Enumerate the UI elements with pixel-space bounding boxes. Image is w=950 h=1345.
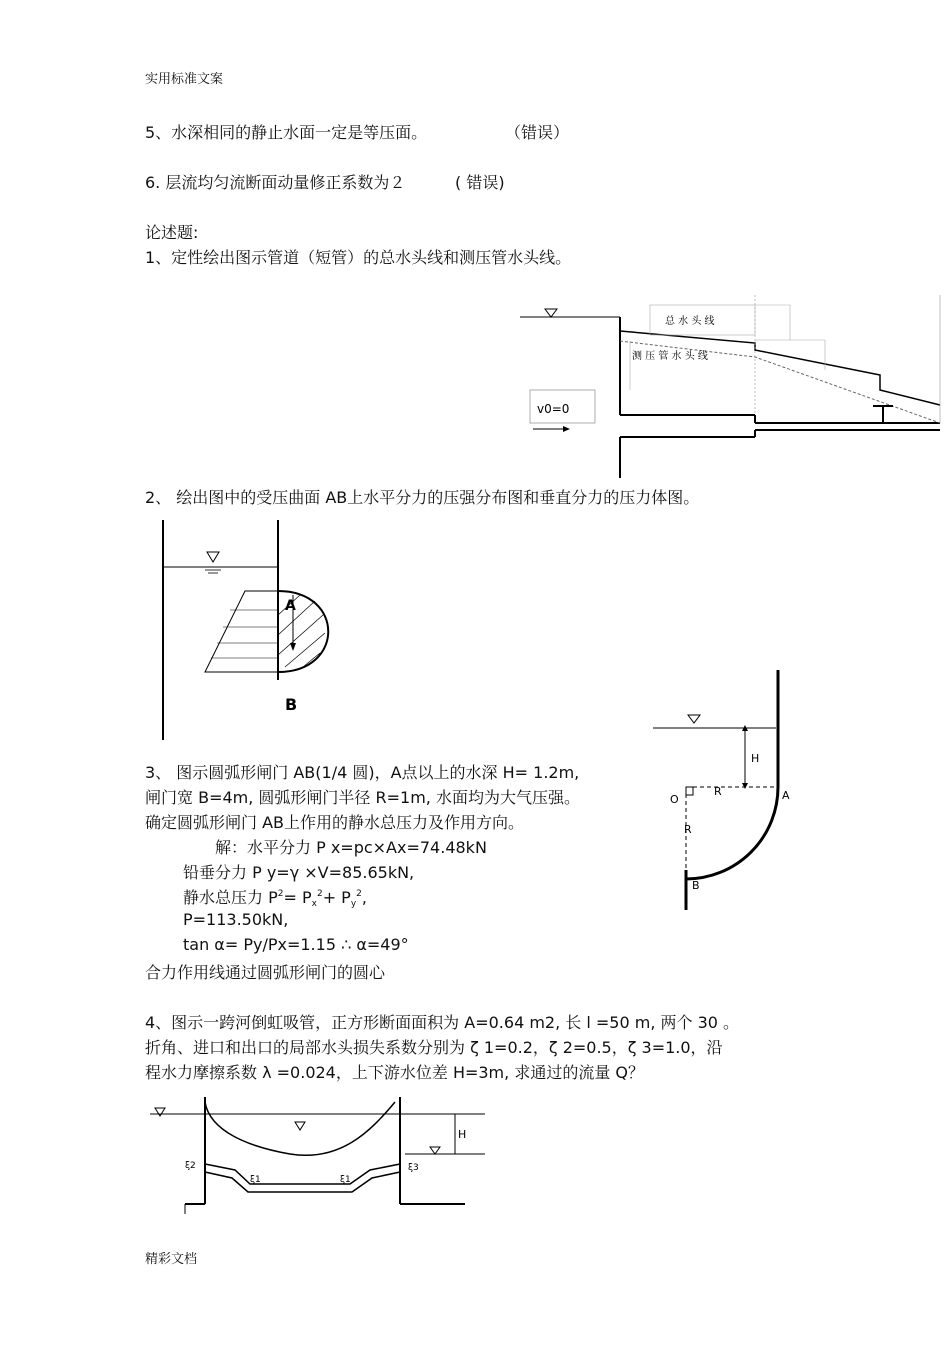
essay-problem-1: 1、定性绘出图示管道（短管）的总水头线和测压管水头线。 (145, 248, 572, 267)
solution-line-5: tan α= Py/Px=1.15 ∴ α=49° (183, 935, 409, 954)
label-zeta-1-right: ξ1 (340, 1175, 351, 1185)
essay-problem-4-line-2: 折角、进口和出口的局部水头损失系数分别为 ζ 1=0.2，ζ 2=0.5，ζ 3=1.0，沿 (145, 1038, 723, 1057)
solution-line-4: P=113.50kN, (183, 910, 289, 929)
label-zeta-1: ξ1 (250, 1175, 261, 1185)
solution-line-2: 铅垂分力 P y=γ ×V=85.65kN, (183, 863, 415, 882)
label-piezometric-line: 测 压 管 水 头 线 (632, 351, 708, 362)
label-zeta-2: ξ2 (185, 1161, 196, 1171)
question-5-answer: （错误） (505, 123, 570, 142)
label-total-head-line: 总 水 头 线 (665, 316, 715, 327)
label-o: O (670, 793, 679, 806)
water-level-icon (430, 1147, 440, 1154)
question-5: 5、水深相同的静止水面一定是等压面。 (145, 123, 428, 142)
flow-arrow-icon (563, 426, 570, 432)
essay-problem-4-line-3: 程水力摩擦系数 λ =0.024，上下游水位差 H=3m, 求通过的流量 Q？ (145, 1063, 644, 1082)
water-level-icon (207, 552, 219, 562)
solution-line-1: 解：水平分力 P x=pc×Ax=74.48kN (215, 838, 487, 857)
label-point-a: A (285, 598, 296, 614)
essay-problem-3-line-2: 闸门宽 B=4m, 圆弧形闸门半径 R=1m, 水面均为大气压强。 (145, 788, 580, 807)
label-h: H (458, 1128, 467, 1141)
water-level-icon (295, 1122, 305, 1130)
figure-pipe-head-lines (515, 295, 945, 480)
water-level-icon (545, 309, 557, 317)
solution-line-6: 合力作用线通过圆弧形闸门的圆心 (145, 963, 386, 982)
label-zeta-3: ξ3 (408, 1163, 419, 1173)
page-header: 实用标准文案 (145, 72, 224, 87)
water-level-icon (688, 715, 700, 723)
label-point-b: B (692, 879, 700, 892)
essay-problem-3-line-3: 确定圆弧形闸门 AB上作用的静水总压力及作用方向。 (145, 813, 525, 832)
figure-radial-gate (648, 665, 788, 915)
label-v0: v0=0 (537, 402, 570, 416)
figure-inverted-siphon (140, 1092, 490, 1214)
water-level-icon (155, 1108, 165, 1116)
label-point-b: B (285, 695, 298, 714)
figure-curved-surface (155, 515, 330, 745)
label-r-left: R (684, 823, 692, 836)
label-point-a: A (782, 789, 790, 802)
question-6: 6. 层流均匀流断面动量修正系数为２ (145, 173, 406, 192)
essay-problem-2: 2、 绘出图中的受压曲面 AB上水平分力的压强分布图和垂直分力的压力体图。 (145, 488, 700, 507)
page-footer: 精彩文档 (145, 1252, 198, 1267)
label-r-top: R (714, 785, 722, 798)
solution-line-3: 静水总压力 $P^2= P_x^2+ P_y^2$, (183, 888, 367, 909)
label-h: H (751, 752, 760, 765)
essay-problem-3-line-1: 3、 图示圆弧形闸门 AB(1/4 圆)，A点以上的水深 H= 1.2m, (145, 763, 580, 782)
essay-title: 论述题: (145, 223, 199, 242)
question-6-answer: ( 错误) (455, 173, 505, 192)
essay-problem-4-line-1: 4、图示一跨河倒虹吸管，正方形断面面积为 A=0.64 m2, 长 l =50 m, 两个 30 。 (145, 1013, 740, 1032)
